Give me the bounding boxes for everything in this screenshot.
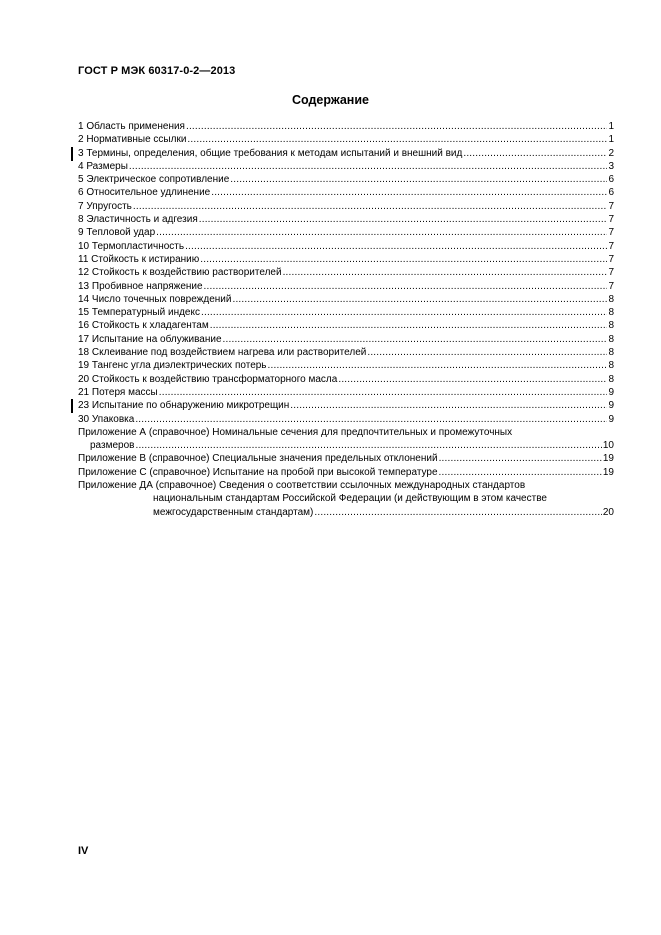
toc-entry-page: 8: [608, 373, 614, 385]
toc-entry[interactable]: [78, 266, 614, 279]
toc-entry[interactable]: [78, 133, 614, 146]
toc-entry[interactable]: [78, 280, 614, 293]
leader-dots: [201, 306, 607, 319]
toc-entry-label: 7 Упругость: [78, 200, 132, 212]
toc-entry-page: 7: [608, 253, 614, 265]
change-bar: [71, 399, 73, 413]
annex-da-entry[interactable]: [78, 506, 614, 519]
annex-b-label: Приложение В (справочное) Специальные значения предельных отклонений: [78, 453, 438, 465]
toc-entry-label: 10 Термопластичность: [78, 240, 185, 252]
leader-dots: [463, 147, 607, 160]
toc-entry-label: 2 Нормативные ссылки: [78, 134, 187, 146]
toc-entry[interactable]: [78, 160, 614, 173]
toc-entry-page: 8: [608, 333, 614, 345]
annex-da-line2: национальным стандартам Российской Федерации (и действующим в этом качестве: [153, 493, 547, 505]
toc-entry-page: 7: [608, 280, 614, 292]
leader-dots: [185, 240, 607, 253]
toc-entry[interactable]: [78, 226, 614, 239]
leader-dots: [268, 359, 608, 372]
toc-entry-page: 6: [608, 187, 614, 199]
toc-entry-label: 21 Потеря массы: [78, 386, 158, 398]
toc-entry-page: 8: [608, 360, 614, 372]
toc-entry-page: 7: [608, 267, 614, 279]
toc-entry[interactable]: [78, 373, 614, 386]
leader-dots: [200, 253, 607, 266]
toc-entry-label: 12 Стойкость к воздействию растворителей: [78, 267, 282, 279]
toc-entry-page: 7: [608, 240, 614, 252]
leader-dots: [204, 280, 608, 293]
leader-dots: [156, 226, 607, 239]
toc-entry[interactable]: [78, 319, 614, 332]
leader-dots: [159, 386, 608, 399]
toc-entry[interactable]: [78, 120, 614, 133]
toc-entry-page: 9: [608, 386, 614, 398]
leader-dots: [230, 173, 607, 186]
toc-entry-page: 2: [608, 147, 614, 159]
toc-entry-label: 9 Тепловой удар: [78, 227, 156, 239]
toc-entry-label: 6 Относительное удлинение: [78, 187, 211, 199]
toc-entry-page: 20: [602, 506, 614, 518]
toc-entry[interactable]: [78, 200, 614, 213]
leader-dots: [129, 160, 608, 173]
page-number: IV: [78, 845, 89, 857]
toc-entry[interactable]: [78, 186, 614, 199]
leader-dots: [439, 452, 602, 465]
leader-dots: [338, 373, 607, 386]
annex-c-label: Приложение С (справочное) Испытание на пробой при высокой температуре: [78, 466, 438, 478]
leader-dots: [210, 319, 608, 332]
toc-entry-label: 18 Склеивание под воздействием нагрева или растворителей: [78, 347, 367, 359]
annex-a-entry[interactable]: [78, 439, 614, 452]
toc-entry-page: 19: [602, 453, 614, 465]
toc-entry-label: 23 Испытание по обнаружению микротрещин: [78, 400, 290, 412]
annex-a-line1[interactable]: Приложение А (справочное) Номинальные сечения для предпочтительных и промежуточных: [78, 426, 513, 438]
leader-dots: [439, 466, 602, 479]
toc-entry-label: 15 Температурный индекс: [78, 307, 200, 319]
annex-da-line1[interactable]: Приложение ДА (справочное) Сведения о соответствии ссылочных международных стандартов: [78, 480, 526, 492]
leader-dots: [223, 333, 608, 346]
annex-a-line2: размеров: [90, 440, 135, 452]
toc-entry[interactable]: [78, 253, 614, 266]
toc-entry-page: 9: [608, 400, 614, 412]
toc-entry[interactable]: [78, 399, 614, 412]
toc-entry-page: 7: [608, 227, 614, 239]
toc-entry-label: 8 Эластичность и адгезия: [78, 214, 198, 226]
table-of-contents: [78, 120, 614, 519]
toc-entry[interactable]: [78, 413, 614, 426]
annex-b-entry[interactable]: [78, 452, 614, 465]
leader-dots: [135, 413, 607, 426]
toc-entry-page: 7: [608, 214, 614, 226]
leader-dots: [135, 439, 601, 452]
leader-dots: [187, 133, 607, 146]
leader-dots: [186, 120, 607, 133]
toc-entry-page: 6: [608, 174, 614, 186]
leader-dots: [199, 213, 608, 226]
toc-entry-label: 4 Размеры: [78, 160, 128, 172]
annex-da-line3: межгосударственным стандартам): [153, 506, 314, 518]
toc-entry[interactable]: [78, 213, 614, 226]
toc-entry[interactable]: [78, 173, 614, 186]
document-code: ГОСТ Р МЭК 60317-0-2—2013: [78, 65, 236, 77]
toc-entry-label: 13 Пробивное напряжение: [78, 280, 203, 292]
toc-entry-page: 1: [608, 134, 614, 146]
toc-entry-label: 14 Число точечных повреждений: [78, 293, 232, 305]
leader-dots: [211, 186, 607, 199]
toc-entry-page: 8: [608, 320, 614, 332]
toc-entry[interactable]: [78, 240, 614, 253]
toc-entry[interactable]: [78, 386, 614, 399]
toc-entry-label: 11 Стойкость к истиранию: [78, 253, 200, 265]
toc-entry-page: 3: [608, 160, 614, 172]
toc-entry[interactable]: [78, 346, 614, 359]
toc-entry[interactable]: [78, 306, 614, 319]
toc-entry[interactable]: [78, 333, 614, 346]
toc-entry-label: 20 Стойкость к воздействию трансформаторного масла: [78, 373, 338, 385]
toc-entry-page: 19: [602, 466, 614, 478]
toc-entry-label: 5 Электрическое сопротивление: [78, 174, 230, 186]
toc-entry-page: 10: [602, 440, 614, 452]
toc-entry-label: 3 Термины, определения, общие требования к методам испытаний и внешний вид: [78, 147, 463, 159]
toc-entry-label: 17 Испытание на облуживание: [78, 333, 222, 345]
toc-entry-page: 1: [608, 121, 614, 132]
toc-entry-page: 8: [608, 347, 614, 359]
toc-entry-label: 1 Область применения: [78, 121, 185, 132]
toc-entry[interactable]: [78, 147, 614, 160]
toc-title: Содержание: [291, 93, 369, 107]
toc-entry-page: 8: [608, 293, 614, 305]
leader-dots: [283, 266, 608, 279]
leader-dots: [133, 200, 608, 213]
leader-dots: [290, 399, 607, 412]
toc-entry[interactable]: [78, 293, 614, 306]
toc-entry-label: 16 Стойкость к хладагентам: [78, 320, 209, 332]
toc-entry[interactable]: [78, 359, 614, 372]
toc-entry-label: 19 Тангенс угла диэлектрических потерь: [78, 360, 267, 372]
toc-entry-page: 9: [608, 413, 614, 425]
toc-entry-label: 30 Упаковка: [78, 413, 135, 425]
leader-dots: [367, 346, 607, 359]
toc-entry-page: 7: [608, 200, 614, 212]
change-bar: [71, 147, 73, 161]
annex-c-entry[interactable]: [78, 466, 614, 479]
toc-entry-page: 8: [608, 307, 614, 319]
leader-dots: [232, 293, 607, 306]
leader-dots: [314, 506, 601, 519]
